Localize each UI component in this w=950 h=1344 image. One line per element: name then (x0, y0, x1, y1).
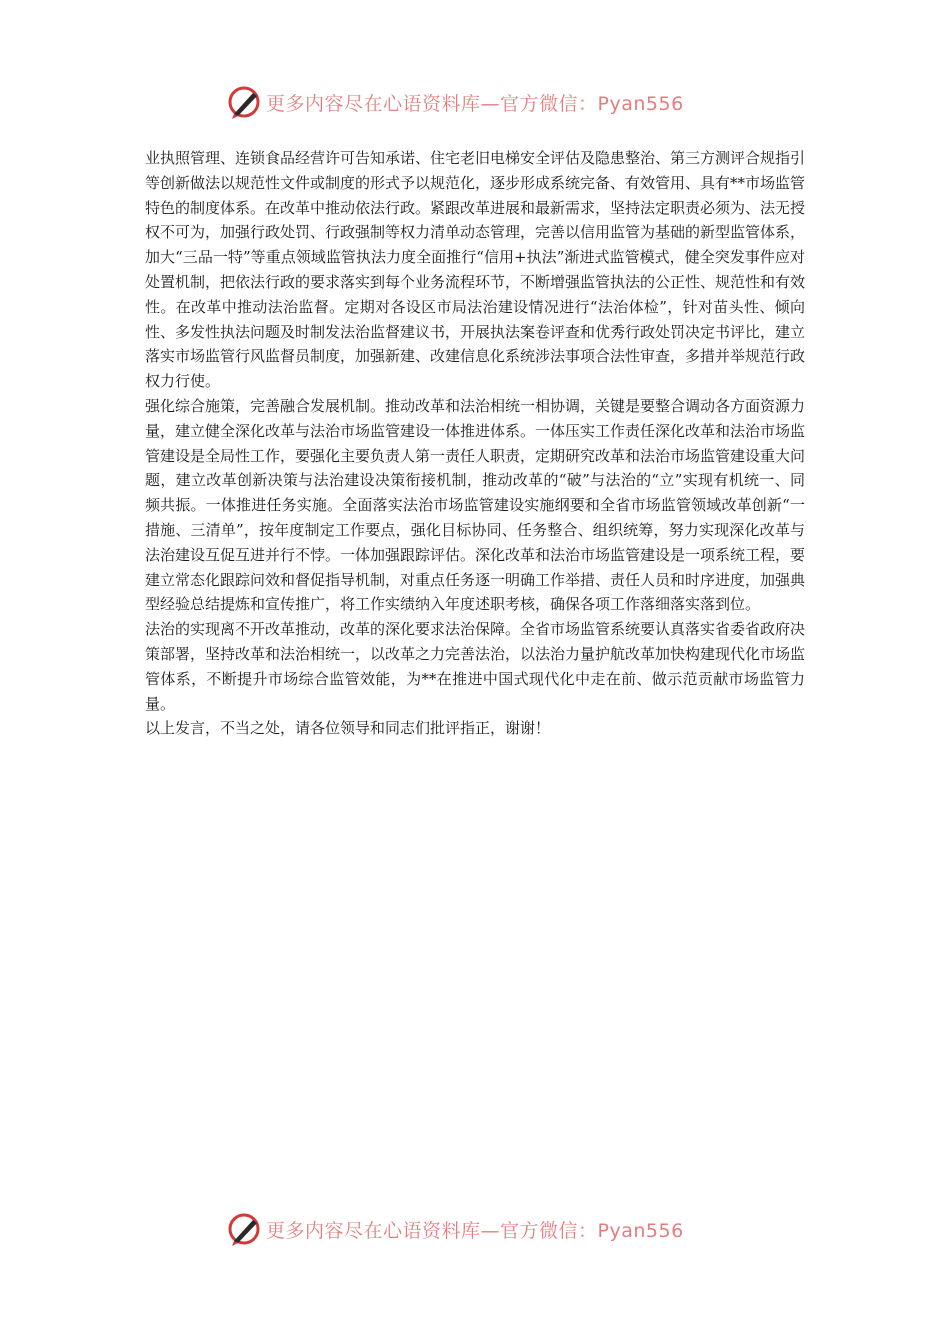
paragraph-closing: 以上发言，不当之处，请各位领导和同志们批评指正，谢谢！ (145, 719, 551, 738)
pen-logo-icon (226, 1211, 262, 1247)
document-body (145, 146, 805, 741)
paragraph-2: 强化综合施策，完善融合发展机制。推动改革和法治相统一相协调，关键是要整合调动各方面资源力量，建立健全深化改革与法治市场监管建设一体推进体系。一体压实工作责任深化改革和法治市场监管建设是全局性工作，要强化主要负责人第一责任人职责，定期研究改革和法治市场监管建设重大问题，建立改革创新决策与法治建设决策衔接机制，推动改革的“破”与法治的“立”实现有机统一、同频共振。一体推进任务实施。全面落实法治市场监管建设实施纲要和全省市场监管领域改革创新“一措施、三清单”，按年度制定工作要点，强化目标协同、任务整合、组织统筹，努力实现深化改革与法治建设互促互进并行不悖。一体加强跟踪评估。深化改革和法治市场监管建设是一项系统工程，要建立常态化跟踪问效和督促指导机制，对重点任务逐一明确工作举措、责任人员和时序进度，加强典型经验总结提炼和宣传推广，将工作实绩纳入年度述职考核，确保各项工作落细落实落到位。 (145, 396, 806, 614)
paragraph-1: 业执照管理、连锁食品经营许可告知承诺、住宅老旧电梯安全评估及隐患整治、第三方测评合规指引等创新做法以规范性文件或制度的形式予以规范化，逐步形成系统完备、有效管用、具有**市场监管特色的制度体系。在改革中推动依法行政。紧跟改革进展和最新需求，坚持法定职责必须为、法无授权不可为，加强行政处罚、行政强制等权力清单动态管理，完善以信用监管为基础的新型监管体系，加大“三品一特”等重点领域监管执法力度全面推行“信用+执法”渐进式监管模式，健全突发事件应对处置机制，把依法行政的要求落实到每个业务流程环节，不断增强监管执法的公正性、规范性和有效性。在改革中推动法治监督。定期对各设区市局法治建设情况进行“法治体检”，针对苗头性、倾向性、多发性执法问题及时制发法治监督建议书，开展执法案卷评查和优秀行政处罚决定书评比，建立落实市场监管行风监督员制度，加强新建、改建信息化系统涉法事项合法性审查，多措并举规范行政权力行使。 (145, 149, 806, 391)
paragraph-3: 法治的实现离不开改革推动，改革的深化要求法治保障。全省市场监管系统要认真落实省委省政府决策部署，坚持改革和法治相统一，以改革之力完善法治，以法治力量护航改革加快构建现代化市场监管体系，不断提升市场综合监管效能，为**在推进中国式现代化中走在前、做示范贡献市场监管力量。 (145, 620, 806, 713)
pen-logo-icon (226, 84, 262, 120)
watermark-header (226, 82, 684, 122)
watermark-footer (226, 1209, 684, 1249)
watermark-text: 更多内容尽在心语资料库—官方微信：Pyan556 (266, 1219, 684, 1242)
watermark-text: 更多内容尽在心语资料库—官方微信：Pyan556 (266, 92, 684, 115)
